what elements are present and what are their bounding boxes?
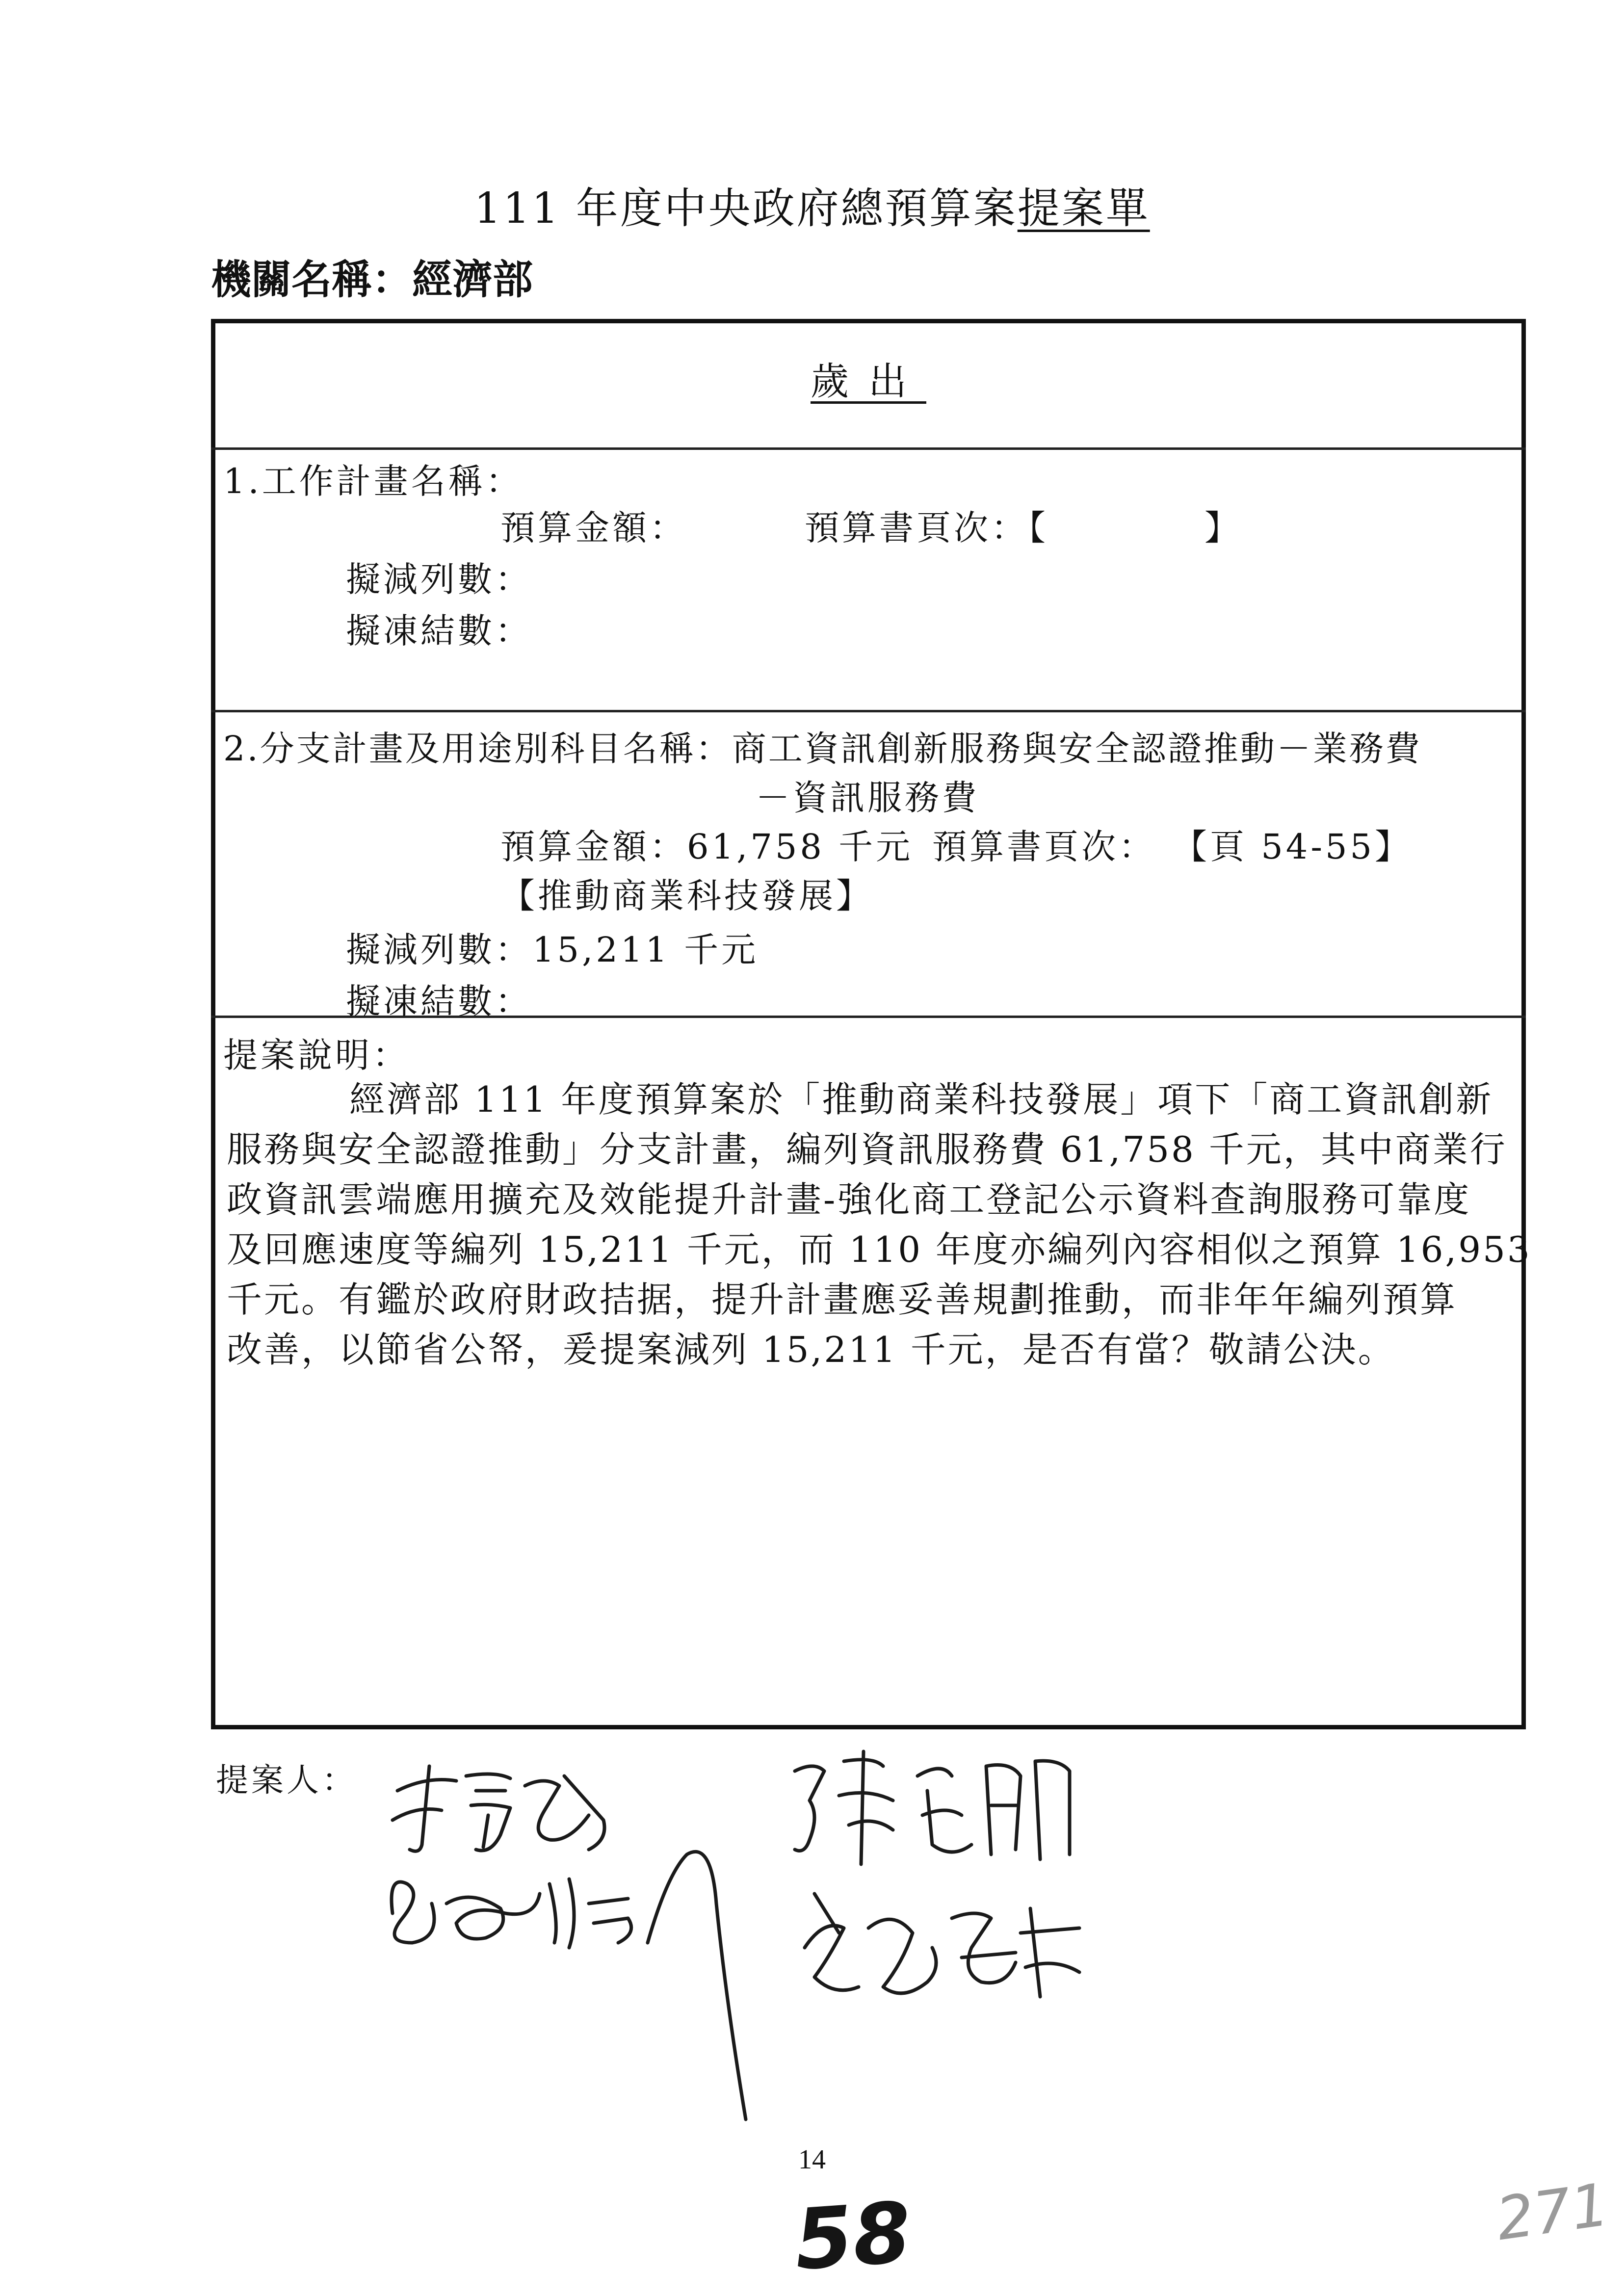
corner-mark: 271 — [1492, 2170, 1613, 2254]
section-header-text: 歲出 — [810, 360, 926, 404]
item2-proposed-freeze: 擬凍結數： — [346, 981, 532, 1021]
explanation-line-1: 經濟部 111 年度預算案於「推動商業科技發展」項下「商工資訊創新 — [349, 1079, 1493, 1120]
item2-program: 【推動商業科技發展】 — [500, 876, 873, 916]
page-number: 14 — [798, 2144, 826, 2175]
divider-header — [211, 447, 1526, 450]
item2-budget-page: 預算書頁次： — [932, 827, 1156, 867]
title-underlined: 提案單 — [1017, 184, 1150, 233]
proposers-label: 提案人： — [216, 1761, 357, 1799]
item1-budget-page-close: 】 — [1205, 508, 1242, 548]
document-title — [0, 174, 1624, 235]
signature-2 — [775, 1747, 1089, 1874]
title-main: 111 年度中央政府總預算案 — [474, 184, 1018, 233]
explanation-line-2: 服務與安全認證推動」分支計畫，編列資訊服務費 61,758 千元，其中商業行 — [227, 1129, 1507, 1170]
divider-item1 — [211, 710, 1526, 712]
explanation-line-5: 千元。有鑑於政府財政拮据，提升計畫應妥善規劃推動，而非年年編列預算 — [227, 1279, 1458, 1320]
agency-name: 機關名稱：經濟部 — [211, 257, 533, 303]
item1-proposed-freeze: 擬凍結數： — [346, 611, 532, 651]
item2-budget-amount: 預算金額：61,758 千元 — [500, 827, 914, 867]
item1-proposed-cut: 擬減列數： — [346, 559, 532, 600]
handwritten-number: 58 — [791, 2184, 915, 2290]
signature-4 — [785, 1889, 1089, 2016]
signature-3 — [373, 1845, 765, 2129]
explanation-line-4: 及回應速度等編列 15,211 千元，而 110 年度亦編列內容相似之預算 16,953 — [227, 1229, 1532, 1270]
item1-plan-name: 1.工作計畫名稱： — [223, 461, 523, 501]
item2-plan-name-line2: －資訊服務費 — [756, 778, 979, 818]
section-header — [211, 351, 1526, 406]
item1-budget-page: 預算書頁次：【 — [805, 508, 1048, 548]
item2-budget-page-value: 【頁 54-55】 — [1173, 827, 1413, 867]
explanation-label: 提案說明： — [223, 1035, 410, 1075]
explanation-line-3: 政資訊雲端應用擴充及效能提升計畫-強化商工登記公示資料查詢服務可靠度 — [227, 1179, 1471, 1220]
explanation-line-6: 改善，以節省公帑，爰提案減列 15,211 千元，是否有當？敬請公決。 — [227, 1329, 1395, 1370]
item1-budget-amount: 預算金額： — [500, 508, 687, 548]
item2-proposed-cut: 擬減列數：15,211 千元 — [346, 930, 759, 970]
item2-plan-name-line1: 2.分支計畫及用途別科目名稱：商工資訊創新服務與安全認證推動－業務費 — [223, 729, 1422, 769]
